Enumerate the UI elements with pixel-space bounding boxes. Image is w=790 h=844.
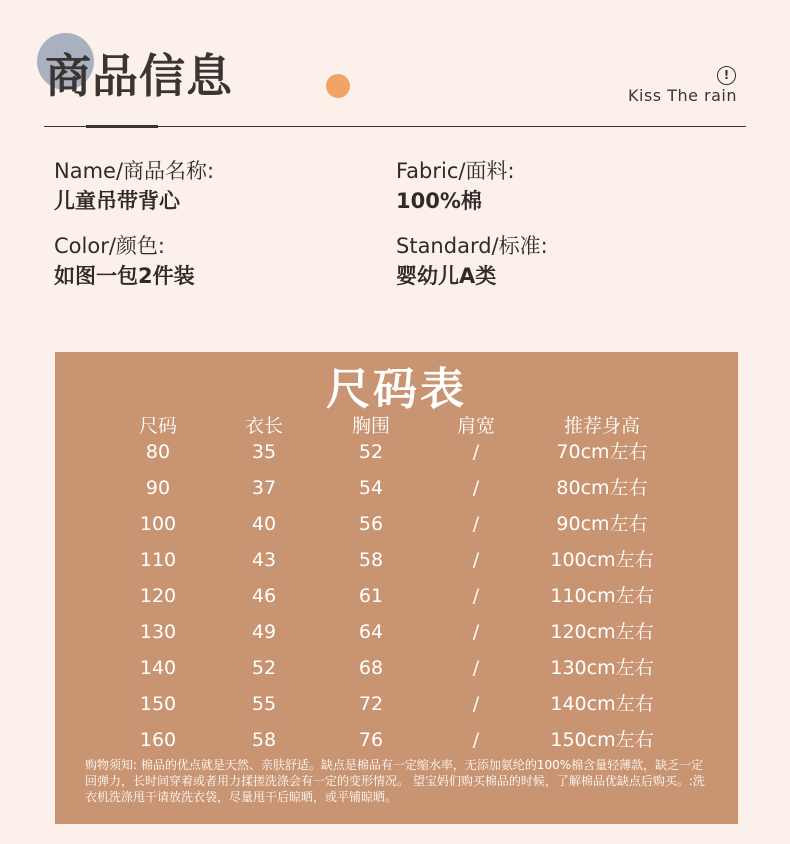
table-cell: 56: [358, 513, 384, 535]
table-cell: 35: [251, 441, 277, 463]
table-cell: 140cm左右: [550, 693, 654, 715]
brand-text: Kiss The rain: [628, 86, 738, 105]
table-cell: /: [472, 657, 480, 679]
table-cell: 64: [358, 621, 384, 643]
table-cell: 100: [139, 513, 177, 535]
table-cell: /: [472, 441, 480, 463]
table-cell: 110: [139, 549, 177, 571]
table-cell: 90: [145, 477, 171, 499]
standard-value: 婴幼儿A类: [396, 264, 497, 288]
table-cell: 52: [358, 441, 384, 463]
table-cell: 58: [251, 729, 277, 751]
table-cell: 37: [251, 477, 277, 499]
table-cell: 54: [358, 477, 384, 499]
header-divider-accent: [86, 125, 158, 128]
table-cell: 100cm左右: [550, 549, 654, 571]
color-label: Color/颜色:: [54, 234, 165, 258]
table-cell: 68: [358, 657, 384, 679]
size-chart-panel: [55, 352, 738, 824]
table-cell: 140: [139, 657, 177, 679]
table-cell: /: [472, 621, 480, 643]
column-header: 胸围: [351, 415, 390, 437]
name-label: Name/商品名称:: [54, 159, 215, 183]
column-header: 肩宽: [456, 415, 495, 437]
size-chart-title: 尺码表: [326, 364, 467, 415]
column-header: 衣长: [244, 415, 283, 437]
table-cell: 70cm左右: [556, 441, 648, 463]
table-cell: 110cm左右: [550, 585, 654, 607]
table-cell: 72: [358, 693, 384, 715]
table-cell: /: [472, 729, 480, 751]
table-cell: 150: [139, 693, 177, 715]
color-value: 如图一包2件装: [54, 264, 195, 288]
table-cell: 130cm左右: [550, 657, 654, 679]
table-cell: 160: [139, 729, 177, 751]
table-cell: /: [472, 549, 480, 571]
info-standard: [396, 231, 548, 291]
table-cell: 49: [251, 621, 277, 643]
header: [0, 0, 790, 140]
info-fabric: [396, 156, 515, 216]
table-cell: 80cm左右: [556, 477, 648, 499]
column-header: 推荐身高: [563, 415, 640, 437]
fabric-label: Fabric/面料:: [396, 159, 515, 183]
table-cell: /: [472, 513, 480, 535]
table-cell: 61: [358, 585, 384, 607]
table-cell: 150cm左右: [550, 729, 654, 751]
info-name: [54, 156, 214, 216]
table-cell: /: [472, 693, 480, 715]
column-header: 尺码: [138, 415, 177, 437]
table-cell: 43: [251, 549, 277, 571]
decorative-orange-dot: [326, 74, 350, 98]
table-cell: 76: [358, 729, 384, 751]
table-cell: 58: [358, 549, 384, 571]
page-title: 商品信息: [45, 49, 233, 103]
table-cell: 55: [251, 693, 277, 715]
exclamation-circle-icon: !: [717, 66, 736, 85]
table-cell: /: [472, 585, 480, 607]
purchase-note: 购物须知: 棉品的优点就是天然、亲肤舒适。缺点是棉品有一定缩水率，无添加氨纶的100%棉含量轻薄款，缺乏一定回弹力，长时间穿着或者用力揉搓洗涤会有一定的变形情况。 望宝妈们购买棉品的时候，了解棉品优缺点后购买。:洗衣机洗涤甩干请放洗衣袋，尽量甩干后晾晒，或平铺晾晒。: [85, 758, 705, 804]
table-cell: 52: [251, 657, 277, 679]
table-cell: 120cm左右: [550, 621, 654, 643]
table-cell: 46: [251, 585, 277, 607]
table-cell: 90cm左右: [556, 513, 648, 535]
info-color: [54, 231, 195, 291]
table-cell: 80: [145, 441, 171, 463]
name-value: 儿童吊带背心: [54, 189, 180, 213]
fabric-value: 100%棉: [396, 189, 482, 213]
table-cell: /: [472, 477, 480, 499]
standard-label: Standard/标准:: [396, 234, 548, 258]
table-cell: 40: [251, 513, 277, 535]
table-cell: 130: [139, 621, 177, 643]
table-cell: 120: [139, 585, 177, 607]
